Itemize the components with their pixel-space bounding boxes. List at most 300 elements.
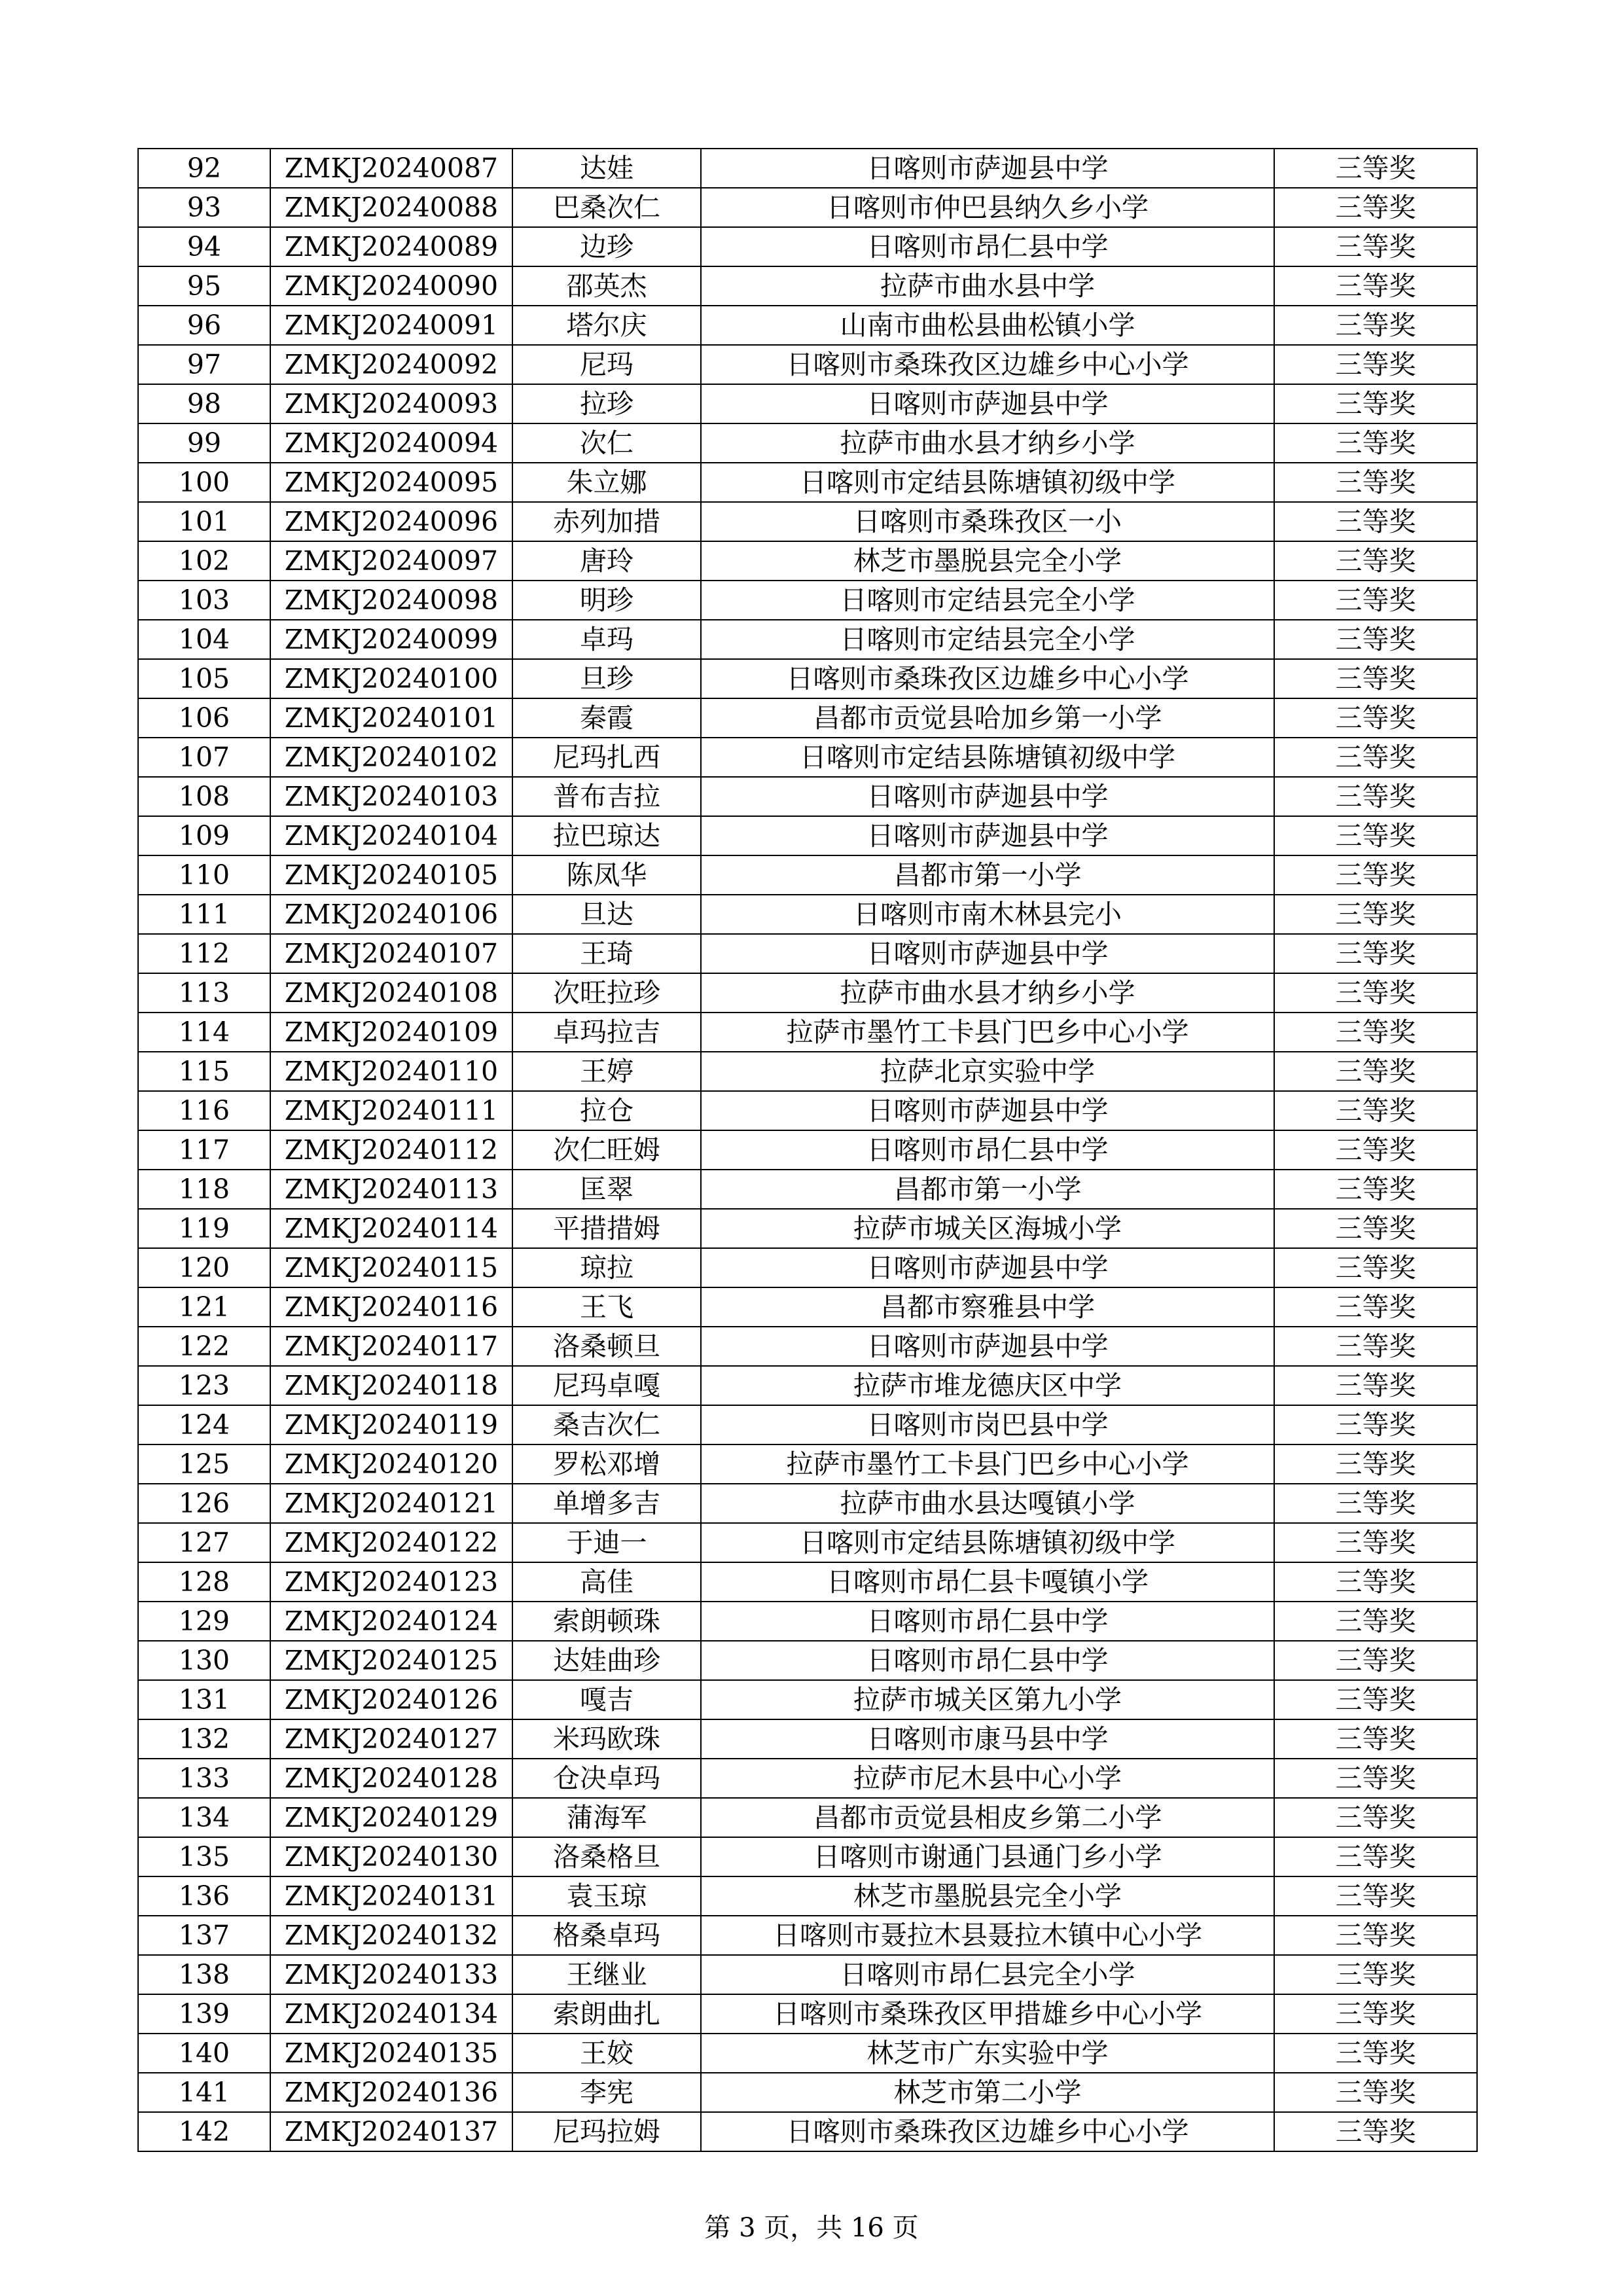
- award-cell: 三等奖: [1274, 266, 1477, 306]
- table-row: [138, 2112, 1477, 2151]
- award-cell: 三等奖: [1274, 306, 1477, 345]
- footer-prefix: 第: [704, 2213, 731, 2243]
- school-cell: 昌都市贡觉县相皮乡第二小学: [701, 1798, 1274, 1837]
- table-row: [138, 1013, 1477, 1052]
- table-row: [138, 1680, 1477, 1719]
- school-cell: 日喀则市聂拉木县聂拉木镇中心小学: [701, 1916, 1274, 1955]
- table-row: [138, 306, 1477, 345]
- entry-code-cell: ZMKJ20240115: [270, 1248, 512, 1287]
- name-cell: 米玛欧珠: [512, 1719, 701, 1759]
- row-index-cell: 135: [138, 1837, 270, 1876]
- table-row: [138, 1955, 1477, 1994]
- school-cell: 拉萨市城关区海城小学: [701, 1209, 1274, 1248]
- table-row: [138, 738, 1477, 777]
- table-row: [138, 1209, 1477, 1248]
- award-cell: 三等奖: [1274, 188, 1477, 227]
- table-row: [138, 1248, 1477, 1287]
- school-cell: 日喀则市定结县完全小学: [701, 581, 1274, 620]
- name-cell: 巴桑次仁: [512, 188, 701, 227]
- school-cell: 拉萨市曲水县中学: [701, 266, 1274, 306]
- award-cell: 三等奖: [1274, 581, 1477, 620]
- entry-code-cell: ZMKJ20240113: [270, 1170, 512, 1209]
- entry-code-cell: ZMKJ20240106: [270, 895, 512, 934]
- entry-code-cell: ZMKJ20240095: [270, 463, 512, 502]
- name-cell: 王婷: [512, 1052, 701, 1091]
- award-cell: 三等奖: [1274, 1837, 1477, 1876]
- award-cell: 三等奖: [1274, 423, 1477, 463]
- school-cell: 日喀则市萨迦县中学: [701, 384, 1274, 423]
- row-index-cell: 99: [138, 423, 270, 463]
- table-row: [138, 1052, 1477, 1091]
- name-cell: 单增多吉: [512, 1484, 701, 1523]
- row-index-cell: 117: [138, 1130, 270, 1170]
- entry-code-cell: ZMKJ20240119: [270, 1405, 512, 1444]
- school-cell: 日喀则市南木林县完小: [701, 895, 1274, 934]
- school-cell: 日喀则市桑珠孜区边雄乡中心小学: [701, 2112, 1274, 2151]
- table-row: [138, 1130, 1477, 1170]
- award-cell: 三等奖: [1274, 1680, 1477, 1719]
- school-cell: 拉萨市曲水县达嘎镇小学: [701, 1484, 1274, 1523]
- award-cell: 三等奖: [1274, 1719, 1477, 1759]
- row-index-cell: 92: [138, 149, 270, 188]
- school-cell: 昌都市贡觉县哈加乡第一小学: [701, 698, 1274, 738]
- award-cell: 三等奖: [1274, 1209, 1477, 1248]
- table-row: [138, 620, 1477, 659]
- footer-page-number: 3: [739, 2213, 756, 2243]
- row-index-cell: 131: [138, 1680, 270, 1719]
- row-index-cell: 94: [138, 227, 270, 266]
- name-cell: 尼玛: [512, 345, 701, 384]
- entry-code-cell: ZMKJ20240124: [270, 1602, 512, 1641]
- award-cell: 三等奖: [1274, 1562, 1477, 1602]
- entry-code-cell: ZMKJ20240088: [270, 188, 512, 227]
- table-row: [138, 1994, 1477, 2034]
- name-cell: 唐玲: [512, 541, 701, 581]
- name-cell: 达娃: [512, 149, 701, 188]
- school-cell: 日喀则市萨迦县中学: [701, 1248, 1274, 1287]
- row-index-cell: 134: [138, 1798, 270, 1837]
- name-cell: 卓玛: [512, 620, 701, 659]
- row-index-cell: 139: [138, 1994, 270, 2034]
- table-row: [138, 1327, 1477, 1366]
- entry-code-cell: ZMKJ20240116: [270, 1287, 512, 1327]
- entry-code-cell: ZMKJ20240128: [270, 1759, 512, 1798]
- row-index-cell: 108: [138, 777, 270, 816]
- table-row: [138, 1562, 1477, 1602]
- award-cell: 三等奖: [1274, 777, 1477, 816]
- table-row: [138, 1366, 1477, 1405]
- award-cell: 三等奖: [1274, 1955, 1477, 1994]
- table-row: [138, 855, 1477, 895]
- entry-code-cell: ZMKJ20240091: [270, 306, 512, 345]
- name-cell: 明珍: [512, 581, 701, 620]
- name-cell: 琼拉: [512, 1248, 701, 1287]
- entry-code-cell: ZMKJ20240100: [270, 659, 512, 698]
- name-cell: 塔尔庆: [512, 306, 701, 345]
- name-cell: 次旺拉珍: [512, 973, 701, 1013]
- footer-suffix: 页: [892, 2213, 919, 2243]
- school-cell: 日喀则市桑珠孜区甲措雄乡中心小学: [701, 1994, 1274, 2034]
- footer-total-pages: 16: [850, 2213, 884, 2243]
- row-index-cell: 96: [138, 306, 270, 345]
- entry-code-cell: ZMKJ20240131: [270, 1876, 512, 1916]
- school-cell: 日喀则市昂仁县卡嘎镇小学: [701, 1562, 1274, 1602]
- table-row: [138, 2034, 1477, 2073]
- name-cell: 拉仓: [512, 1091, 701, 1130]
- table-row: [138, 1405, 1477, 1444]
- table-row: [138, 1916, 1477, 1955]
- row-index-cell: 126: [138, 1484, 270, 1523]
- row-index-cell: 115: [138, 1052, 270, 1091]
- name-cell: 平措措姆: [512, 1209, 701, 1248]
- name-cell: 蒲海军: [512, 1798, 701, 1837]
- award-cell: 三等奖: [1274, 698, 1477, 738]
- table-row: [138, 1602, 1477, 1641]
- name-cell: 王继业: [512, 1955, 701, 1994]
- award-cell: 三等奖: [1274, 1916, 1477, 1955]
- name-cell: 赤列加措: [512, 502, 701, 541]
- entry-code-cell: ZMKJ20240108: [270, 973, 512, 1013]
- row-index-cell: 141: [138, 2073, 270, 2112]
- school-cell: 日喀则市萨迦县中学: [701, 934, 1274, 973]
- name-cell: 达娃曲珍: [512, 1641, 701, 1680]
- school-cell: 拉萨市曲水县才纳乡小学: [701, 423, 1274, 463]
- entry-code-cell: ZMKJ20240090: [270, 266, 512, 306]
- name-cell: 尼玛卓嘎: [512, 1366, 701, 1405]
- award-cell: 三等奖: [1274, 620, 1477, 659]
- school-cell: 林芝市墨脱县完全小学: [701, 1876, 1274, 1916]
- entry-code-cell: ZMKJ20240098: [270, 581, 512, 620]
- award-cell: 三等奖: [1274, 2073, 1477, 2112]
- school-cell: 日喀则市康马县中学: [701, 1719, 1274, 1759]
- school-cell: 日喀则市桑珠孜区边雄乡中心小学: [701, 345, 1274, 384]
- school-cell: 林芝市墨脱县完全小学: [701, 541, 1274, 581]
- school-cell: 拉萨市尼木县中心小学: [701, 1759, 1274, 1798]
- table-row: [138, 227, 1477, 266]
- name-cell: 罗松邓增: [512, 1444, 701, 1484]
- school-cell: 昌都市察雅县中学: [701, 1287, 1274, 1327]
- award-cell: 三等奖: [1274, 1641, 1477, 1680]
- entry-code-cell: ZMKJ20240125: [270, 1641, 512, 1680]
- award-cell: 三等奖: [1274, 1327, 1477, 1366]
- school-cell: 拉萨市堆龙德庆区中学: [701, 1366, 1274, 1405]
- name-cell: 匡翠: [512, 1170, 701, 1209]
- entry-code-cell: ZMKJ20240134: [270, 1994, 512, 2034]
- award-cell: 三等奖: [1274, 2034, 1477, 2073]
- table-row: [138, 188, 1477, 227]
- award-cell: 三等奖: [1274, 1523, 1477, 1562]
- table-row: [138, 1091, 1477, 1130]
- award-cell: 三等奖: [1274, 816, 1477, 855]
- table-row: [138, 1876, 1477, 1916]
- award-cell: 三等奖: [1274, 227, 1477, 266]
- row-index-cell: 138: [138, 1955, 270, 1994]
- award-cell: 三等奖: [1274, 1484, 1477, 1523]
- school-cell: 日喀则市定结县陈塘镇初级中学: [701, 1523, 1274, 1562]
- entry-code-cell: ZMKJ20240093: [270, 384, 512, 423]
- name-cell: 洛桑格旦: [512, 1837, 701, 1876]
- school-cell: 拉萨市城关区第九小学: [701, 1680, 1274, 1719]
- name-cell: 次仁旺姆: [512, 1130, 701, 1170]
- table-row: [138, 266, 1477, 306]
- row-index-cell: 129: [138, 1602, 270, 1641]
- name-cell: 邵英杰: [512, 266, 701, 306]
- award-cell: 三等奖: [1274, 1366, 1477, 1405]
- school-cell: 日喀则市仲巴县纳久乡小学: [701, 188, 1274, 227]
- award-table: [137, 148, 1478, 2152]
- award-cell: 三等奖: [1274, 541, 1477, 581]
- row-index-cell: 118: [138, 1170, 270, 1209]
- entry-code-cell: ZMKJ20240099: [270, 620, 512, 659]
- table-row: [138, 345, 1477, 384]
- school-cell: 日喀则市定结县陈塘镇初级中学: [701, 463, 1274, 502]
- footer-middle: 页，共: [764, 2213, 843, 2243]
- award-cell: 三等奖: [1274, 934, 1477, 973]
- entry-code-cell: ZMKJ20240104: [270, 816, 512, 855]
- entry-code-cell: ZMKJ20240109: [270, 1013, 512, 1052]
- entry-code-cell: ZMKJ20240132: [270, 1916, 512, 1955]
- entry-code-cell: ZMKJ20240129: [270, 1798, 512, 1837]
- table-row: [138, 1719, 1477, 1759]
- table-row: [138, 816, 1477, 855]
- award-cell: 三等奖: [1274, 659, 1477, 698]
- name-cell: 索朗顿珠: [512, 1602, 701, 1641]
- name-cell: 边珍: [512, 227, 701, 266]
- row-index-cell: 113: [138, 973, 270, 1013]
- name-cell: 秦霞: [512, 698, 701, 738]
- name-cell: 普布吉拉: [512, 777, 701, 816]
- entry-code-cell: ZMKJ20240111: [270, 1091, 512, 1130]
- table-row: [138, 502, 1477, 541]
- row-index-cell: 111: [138, 895, 270, 934]
- table-row: [138, 1170, 1477, 1209]
- school-cell: 日喀则市桑珠孜区一小: [701, 502, 1274, 541]
- award-cell: 三等奖: [1274, 1091, 1477, 1130]
- award-cell: 三等奖: [1274, 973, 1477, 1013]
- school-cell: 日喀则市岗巴县中学: [701, 1405, 1274, 1444]
- table-row: [138, 149, 1477, 188]
- entry-code-cell: ZMKJ20240127: [270, 1719, 512, 1759]
- name-cell: 格桑卓玛: [512, 1916, 701, 1955]
- school-cell: 日喀则市昂仁县中学: [701, 227, 1274, 266]
- entry-code-cell: ZMKJ20240094: [270, 423, 512, 463]
- row-index-cell: 103: [138, 581, 270, 620]
- table-row: [138, 1444, 1477, 1484]
- table-row: [138, 1523, 1477, 1562]
- school-cell: 日喀则市萨迦县中学: [701, 816, 1274, 855]
- table-row: [138, 1484, 1477, 1523]
- row-index-cell: 142: [138, 2112, 270, 2151]
- row-index-cell: 106: [138, 698, 270, 738]
- row-index-cell: 127: [138, 1523, 270, 1562]
- row-index-cell: 124: [138, 1405, 270, 1444]
- entry-code-cell: ZMKJ20240102: [270, 738, 512, 777]
- entry-code-cell: ZMKJ20240136: [270, 2073, 512, 2112]
- award-cell: 三等奖: [1274, 1876, 1477, 1916]
- school-cell: 拉萨市墨竹工卡县门巴乡中心小学: [701, 1444, 1274, 1484]
- row-index-cell: 116: [138, 1091, 270, 1130]
- name-cell: 高佳: [512, 1562, 701, 1602]
- name-cell: 次仁: [512, 423, 701, 463]
- entry-code-cell: ZMKJ20240110: [270, 1052, 512, 1091]
- school-cell: 日喀则市昂仁县中学: [701, 1641, 1274, 1680]
- row-index-cell: 121: [138, 1287, 270, 1327]
- row-index-cell: 102: [138, 541, 270, 581]
- entry-code-cell: ZMKJ20240089: [270, 227, 512, 266]
- name-cell: 王飞: [512, 1287, 701, 1327]
- school-cell: 日喀则市昂仁县中学: [701, 1602, 1274, 1641]
- row-index-cell: 123: [138, 1366, 270, 1405]
- name-cell: 洛桑顿旦: [512, 1327, 701, 1366]
- award-cell: 三等奖: [1274, 738, 1477, 777]
- row-index-cell: 122: [138, 1327, 270, 1366]
- row-index-cell: 136: [138, 1876, 270, 1916]
- name-cell: 索朗曲扎: [512, 1994, 701, 2034]
- row-index-cell: 130: [138, 1641, 270, 1680]
- entry-code-cell: ZMKJ20240107: [270, 934, 512, 973]
- award-cell: 三等奖: [1274, 2112, 1477, 2151]
- name-cell: 旦达: [512, 895, 701, 934]
- row-index-cell: 137: [138, 1916, 270, 1955]
- entry-code-cell: ZMKJ20240092: [270, 345, 512, 384]
- entry-code-cell: ZMKJ20240135: [270, 2034, 512, 2073]
- entry-code-cell: ZMKJ20240122: [270, 1523, 512, 1562]
- table-row: [138, 934, 1477, 973]
- table-row: [138, 895, 1477, 934]
- award-cell: 三等奖: [1274, 1130, 1477, 1170]
- table-row: [138, 1798, 1477, 1837]
- award-table-body: [138, 149, 1477, 2151]
- entry-code-cell: ZMKJ20240121: [270, 1484, 512, 1523]
- table-row: [138, 541, 1477, 581]
- school-cell: 日喀则市谢通门县通门乡小学: [701, 1837, 1274, 1876]
- row-index-cell: 104: [138, 620, 270, 659]
- row-index-cell: 110: [138, 855, 270, 895]
- name-cell: 朱立娜: [512, 463, 701, 502]
- name-cell: 陈凤华: [512, 855, 701, 895]
- school-cell: 日喀则市定结县完全小学: [701, 620, 1274, 659]
- award-cell: 三等奖: [1274, 1798, 1477, 1837]
- table-row: [138, 423, 1477, 463]
- entry-code-cell: ZMKJ20240126: [270, 1680, 512, 1719]
- school-cell: 山南市曲松县曲松镇小学: [701, 306, 1274, 345]
- entry-code-cell: ZMKJ20240097: [270, 541, 512, 581]
- table-row: [138, 581, 1477, 620]
- entry-code-cell: ZMKJ20240087: [270, 149, 512, 188]
- entry-code-cell: ZMKJ20240123: [270, 1562, 512, 1602]
- entry-code-cell: ZMKJ20240114: [270, 1209, 512, 1248]
- row-index-cell: 128: [138, 1562, 270, 1602]
- entry-code-cell: ZMKJ20240112: [270, 1130, 512, 1170]
- award-cell: 三等奖: [1274, 1170, 1477, 1209]
- row-index-cell: 112: [138, 934, 270, 973]
- row-index-cell: 133: [138, 1759, 270, 1798]
- table-row: [138, 463, 1477, 502]
- award-cell: 三等奖: [1274, 895, 1477, 934]
- table-row: [138, 698, 1477, 738]
- school-cell: 日喀则市昂仁县中学: [701, 1130, 1274, 1170]
- row-index-cell: 132: [138, 1719, 270, 1759]
- name-cell: 拉珍: [512, 384, 701, 423]
- row-index-cell: 101: [138, 502, 270, 541]
- school-cell: 拉萨市曲水县才纳乡小学: [701, 973, 1274, 1013]
- award-cell: 三等奖: [1274, 855, 1477, 895]
- table-row: [138, 659, 1477, 698]
- entry-code-cell: ZMKJ20240103: [270, 777, 512, 816]
- school-cell: 昌都市第一小学: [701, 855, 1274, 895]
- award-cell: 三等奖: [1274, 502, 1477, 541]
- school-cell: 日喀则市昂仁县完全小学: [701, 1955, 1274, 1994]
- school-cell: 林芝市广东实验中学: [701, 2034, 1274, 2073]
- award-cell: 三等奖: [1274, 463, 1477, 502]
- row-index-cell: 119: [138, 1209, 270, 1248]
- school-cell: 日喀则市萨迦县中学: [701, 1091, 1274, 1130]
- school-cell: 日喀则市桑珠孜区边雄乡中心小学: [701, 659, 1274, 698]
- name-cell: 王琦: [512, 934, 701, 973]
- table-row: [138, 1641, 1477, 1680]
- award-cell: 三等奖: [1274, 1994, 1477, 2034]
- name-cell: 仓决卓玛: [512, 1759, 701, 1798]
- school-cell: 昌都市第一小学: [701, 1170, 1274, 1209]
- name-cell: 尼玛拉姆: [512, 2112, 701, 2151]
- award-cell: 三等奖: [1274, 1444, 1477, 1484]
- table-row: [138, 384, 1477, 423]
- award-cell: 三等奖: [1274, 1602, 1477, 1641]
- school-cell: 拉萨北京实验中学: [701, 1052, 1274, 1091]
- award-cell: 三等奖: [1274, 1248, 1477, 1287]
- row-index-cell: 140: [138, 2034, 270, 2073]
- page-footer: [0, 2207, 1623, 2244]
- row-index-cell: 120: [138, 1248, 270, 1287]
- school-cell: 日喀则市萨迦县中学: [701, 777, 1274, 816]
- name-cell: 于迪一: [512, 1523, 701, 1562]
- row-index-cell: 109: [138, 816, 270, 855]
- school-cell: 日喀则市萨迦县中学: [701, 1327, 1274, 1366]
- name-cell: 袁玉琼: [512, 1876, 701, 1916]
- award-cell: 三等奖: [1274, 1759, 1477, 1798]
- award-cell: 三等奖: [1274, 149, 1477, 188]
- entry-code-cell: ZMKJ20240120: [270, 1444, 512, 1484]
- entry-code-cell: ZMKJ20240101: [270, 698, 512, 738]
- row-index-cell: 105: [138, 659, 270, 698]
- row-index-cell: 98: [138, 384, 270, 423]
- table-row: [138, 1837, 1477, 1876]
- table-row: [138, 1759, 1477, 1798]
- school-cell: 拉萨市墨竹工卡县门巴乡中心小学: [701, 1013, 1274, 1052]
- table-row: [138, 1287, 1477, 1327]
- school-cell: 日喀则市萨迦县中学: [701, 149, 1274, 188]
- name-cell: 旦珍: [512, 659, 701, 698]
- table-row: [138, 973, 1477, 1013]
- name-cell: 王姣: [512, 2034, 701, 2073]
- name-cell: 拉巴琼达: [512, 816, 701, 855]
- name-cell: 李宪: [512, 2073, 701, 2112]
- award-cell: 三等奖: [1274, 345, 1477, 384]
- name-cell: 卓玛拉吉: [512, 1013, 701, 1052]
- entry-code-cell: ZMKJ20240133: [270, 1955, 512, 1994]
- table-row: [138, 777, 1477, 816]
- award-cell: 三等奖: [1274, 1287, 1477, 1327]
- row-index-cell: 97: [138, 345, 270, 384]
- school-cell: 日喀则市定结县陈塘镇初级中学: [701, 738, 1274, 777]
- entry-code-cell: ZMKJ20240105: [270, 855, 512, 895]
- entry-code-cell: ZMKJ20240096: [270, 502, 512, 541]
- entry-code-cell: ZMKJ20240118: [270, 1366, 512, 1405]
- entry-code-cell: ZMKJ20240117: [270, 1327, 512, 1366]
- row-index-cell: 107: [138, 738, 270, 777]
- name-cell: 嘎吉: [512, 1680, 701, 1719]
- row-index-cell: 93: [138, 188, 270, 227]
